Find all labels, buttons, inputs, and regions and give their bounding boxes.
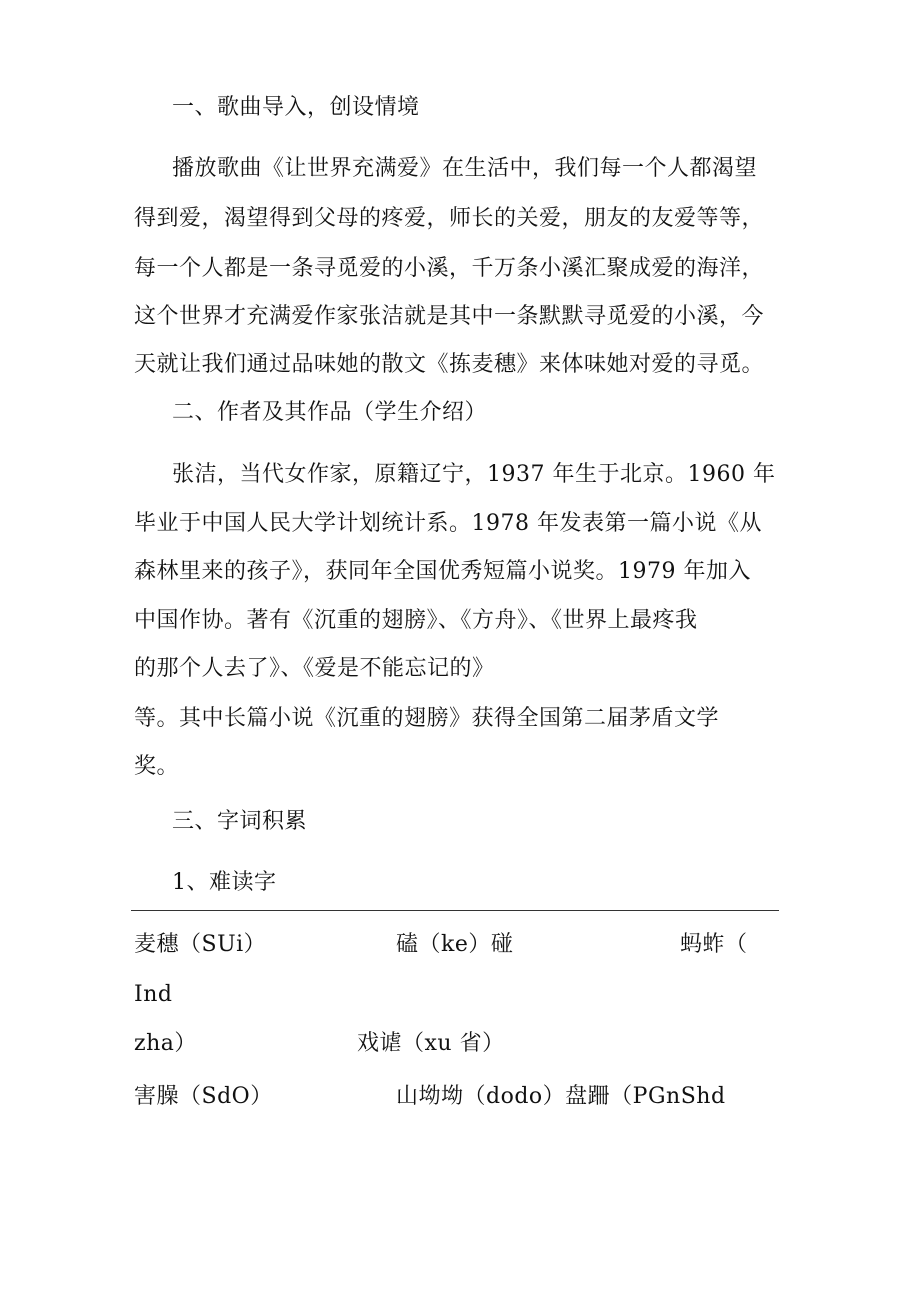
section-2-paragraph-line: 的那个人去了》、《爱是不能忘记的》	[134, 656, 495, 681]
section-1-paragraph-line: 这个世界才充满爱作家张洁就是其中一条默默寻觅爱的小溪，今	[134, 304, 765, 329]
vocab-item: 害臊（SdO）	[134, 1084, 273, 1109]
section-2-heading: 二、作者及其作品（学生介绍）	[172, 400, 488, 425]
section-1-paragraph-line: 天就让我们通过品味她的散文《拣麦穗》来体味她对爱的寻觅。	[134, 352, 765, 377]
section-1-paragraph-line: 每一个人都是一条寻觅爱的小溪，千万条小溪汇聚成爱的海洋，	[134, 256, 765, 281]
section-3-heading: 三、字词积累	[172, 809, 308, 834]
section-2-paragraph-line: 中国作协。著有《沉重的翅膀》、《方舟》、《世界上最疼我	[134, 608, 698, 633]
vocab-item: zha）	[134, 1031, 197, 1056]
section-2-paragraph-line: 奖。	[134, 754, 180, 779]
vocab-item: 戏谑（xu 省）	[357, 1031, 505, 1056]
section-1-paragraph-line: 得到爱，渴望得到父母的疼爱，师长的关爱，朋友的友爱等等，	[134, 206, 765, 231]
section-2-paragraph-line: 等。其中长篇小说《沉重的翅膀》获得全国第二届茅盾文学	[134, 706, 720, 731]
vocab-item: Ind	[134, 982, 173, 1007]
vocab-item: 山坳坳（dodo）盘跚（PGnShd	[396, 1084, 726, 1109]
section-2-paragraph-line: 森林里来的孩子》，获同年全国优秀短篇小说奖。1979 年加入	[134, 559, 751, 584]
section-2-paragraph-line: 毕业于中国人民大学计划统计系。1978 年发表第一篇小说《从	[134, 511, 762, 536]
vocab-item: 磕（ke）碰	[396, 932, 514, 957]
section-1-paragraph-line: 播放歌曲《让世界充满爱》在生活中，我们每一个人都渴望	[172, 156, 758, 181]
vocab-item: 麦穗（SUi）	[134, 932, 267, 957]
divider-line	[131, 910, 779, 911]
section-3-subheading: 1、难读字	[172, 870, 277, 895]
section-2-paragraph-line: 张洁，当代女作家，原籍辽宁，1937 年生于北京。1960 年	[172, 462, 776, 487]
section-1-heading: 一、歌曲导入，创设情境	[172, 95, 420, 120]
vocab-item: 蚂蚱（	[680, 932, 748, 957]
